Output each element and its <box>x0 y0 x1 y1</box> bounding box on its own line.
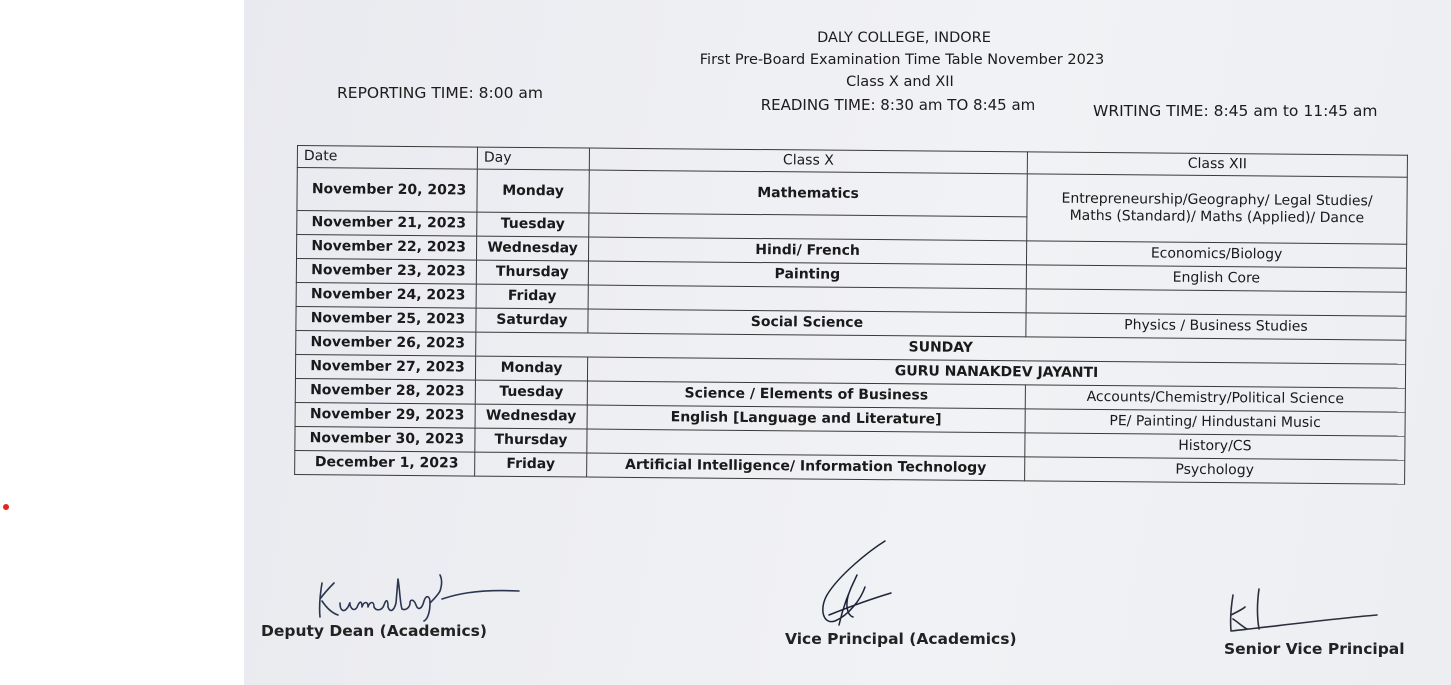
header-class-xii: Class XII <box>1027 152 1407 177</box>
holiday-cell: SUNDAY <box>476 332 1406 364</box>
day-cell: Tuesday <box>477 212 589 237</box>
class-xii-cell: English Core <box>1026 265 1406 292</box>
class-xii-cell <box>1027 174 1408 244</box>
reading-time: READING TIME: 8:30 am TO 8:45 am <box>760 96 1036 114</box>
class-xii-cell: Economics/Biology <box>1026 241 1406 268</box>
senior-vice-principal-signature <box>1219 585 1389 635</box>
class-xii-line: Entrepreneurship/Geography/ Legal Studies/ <box>1061 190 1373 210</box>
date-cell: November 24, 2023 <box>296 282 476 308</box>
class-line: Class X and XII <box>846 74 954 90</box>
day-cell: Wednesday <box>475 404 587 429</box>
header-date: Date <box>297 146 477 170</box>
class-xii-cell: History/CS <box>1025 433 1405 460</box>
class-x-cell: Science / Elements of Business <box>587 381 1025 409</box>
college-name: DALY COLLEGE, INDORE <box>817 30 991 46</box>
day-cell: Wednesday <box>477 236 589 261</box>
date-cell: November 26, 2023 <box>296 330 476 356</box>
red-marker-dot <box>3 504 9 510</box>
deputy-dean-label: Deputy Dean (Academics) <box>261 622 487 640</box>
class-x-cell: Social Science <box>588 309 1026 337</box>
class-x-cell: Painting <box>588 261 1026 289</box>
class-x-cell: Mathematics <box>589 170 1027 217</box>
day-cell: Monday <box>475 356 587 381</box>
document-page <box>244 0 1451 685</box>
day-cell: Tuesday <box>475 380 587 405</box>
document-title: First Pre-Board Examination Time Table November 2023 <box>699 52 1105 68</box>
deputy-dean-signature <box>304 555 534 625</box>
date-cell: November 22, 2023 <box>297 235 477 261</box>
date-cell: November 30, 2023 <box>295 426 475 452</box>
holiday-cell: GURU NANAKDEV JAYANTI <box>587 357 1405 388</box>
class-xii-cell: PE/ Painting/ Hindustani Music <box>1025 409 1405 436</box>
date-cell: November 27, 2023 <box>295 354 475 380</box>
exam-timetable <box>294 145 1408 485</box>
date-cell: November 20, 2023 <box>297 168 477 213</box>
day-cell: Thursday <box>475 428 587 453</box>
class-xii-cell: Accounts/Chemistry/Political Science <box>1025 385 1405 412</box>
date-cell: November 25, 2023 <box>296 306 476 332</box>
class-xii-cell: Physics / Business Studies <box>1026 313 1406 340</box>
header-day: Day <box>477 147 589 170</box>
reporting-time: REPORTING TIME: 8:00 am <box>337 84 544 102</box>
day-cell: Monday <box>477 169 589 213</box>
date-cell: November 29, 2023 <box>295 402 475 428</box>
vice-principal-signature <box>809 535 909 635</box>
class-xii-cell <box>1026 289 1406 316</box>
class-xii-cell: Psychology <box>1025 457 1405 484</box>
class-x-cell: English [Language and Literature] <box>587 405 1025 433</box>
date-cell: December 1, 2023 <box>295 450 475 476</box>
day-cell: Saturday <box>476 308 588 333</box>
date-cell: November 21, 2023 <box>297 211 477 237</box>
date-cell: November 23, 2023 <box>296 259 476 285</box>
writing-time: WRITING TIME: 8:45 am to 11:45 am <box>1093 102 1378 120</box>
day-cell: Friday <box>475 452 587 477</box>
class-x-cell: Hindi/ French <box>588 237 1026 265</box>
date-cell: November 28, 2023 <box>295 378 475 404</box>
header-class-x: Class X <box>589 148 1027 174</box>
day-cell: Thursday <box>476 260 588 285</box>
senior-vice-principal-label: Senior Vice Principal <box>1224 640 1405 658</box>
class-xii-line: Maths (Standard)/ Maths (Applied)/ Dance <box>1069 207 1365 227</box>
vice-principal-label: Vice Principal (Academics) <box>785 630 1017 648</box>
class-x-cell: Artificial Intelligence/ Information Technology <box>587 453 1025 481</box>
timetable-wrapper <box>294 145 1408 485</box>
day-cell: Friday <box>476 284 588 309</box>
